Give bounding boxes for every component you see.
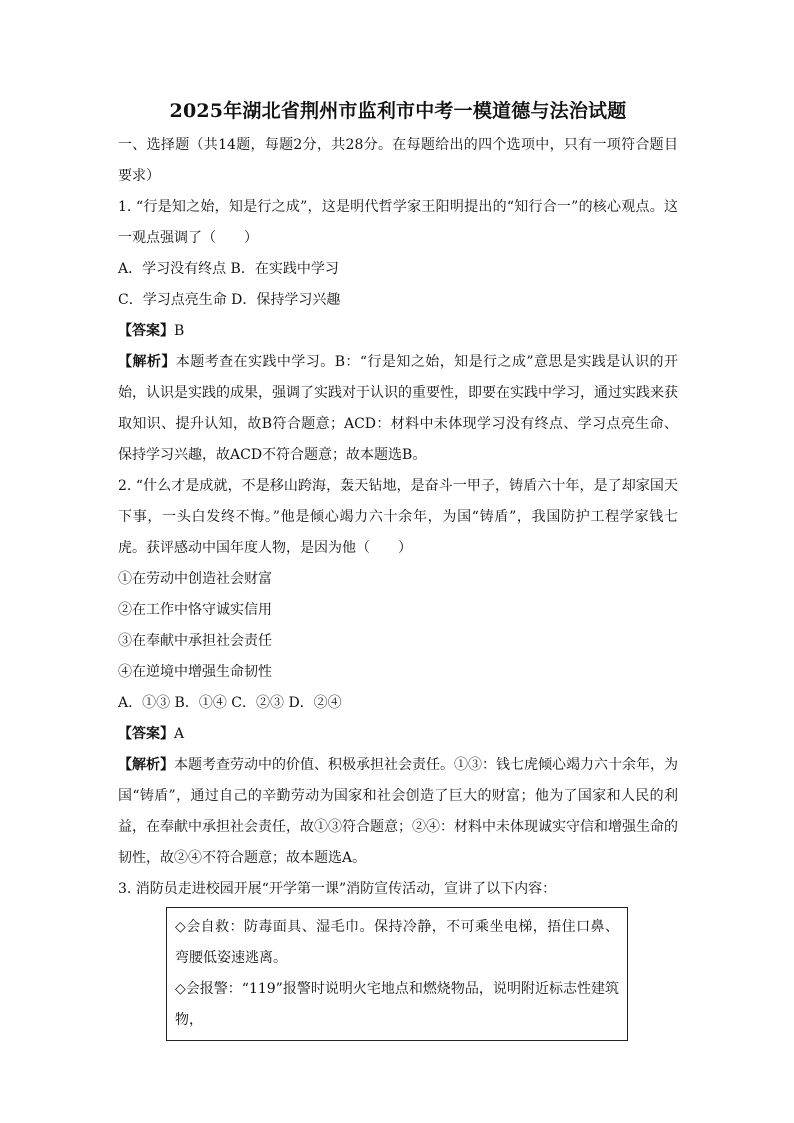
q2-item-1: ①在劳动中创造社会财富 — [118, 571, 272, 587]
q2-item-3: ③在奉献中承担社会责任 — [118, 633, 272, 649]
q3-box-line2: ◇会报警：“119”报警时说明火宅地点和燃烧物品，说明附近标志性建筑物， — [175, 981, 619, 1028]
q1-options-line1: A．学习没有终点 B．在实践中学习 — [118, 261, 339, 277]
q2-analysis — [118, 750, 678, 874]
q2-item-2: ②在工作中恪守诚实信用 — [118, 602, 272, 618]
q1-stem: 1. “行是知之始，知是行之成”，这是明代哲学家王阳明提出的“知行合一”的核心观点。这一观点强调了（ ） — [118, 199, 678, 246]
q1-answer — [118, 316, 678, 347]
document-page — [118, 98, 678, 1041]
section-heading: 一、选择题（共14题，每题2分，共28分。在每题给出的四个选项中，只有一项符合题目要求） — [118, 137, 678, 184]
answer-tag: 【答案】 — [118, 726, 174, 742]
answer-value: A — [174, 726, 185, 742]
analysis-tag: 【解析】 — [118, 757, 174, 773]
analysis-text: 本题考查劳动中的价值、积极承担社会责任。①③：钱七虎倾心竭力六十余年，为国“铸盾”，通过自己的辛勤劳动为国家和社会创造了巨大的财富；他为了国家和人民的利益，在奉献中承担社会责任，故①③符合题意；②④：材料中未体现诚实守信和增强生命的韧性，故②④不符合题意；故本题选A。 — [118, 757, 678, 866]
analysis-text: 本题考查在实践中学习。B：“行是知之始，知是行之成”意思是实践是认识的开始，认识是实践的成果，强调了实践对于认识的重要性，即要在实践中学习，通过实践来获取知识、提升认知，故B符合题意；ACD：材料中未体现学习没有终点、学习点亮生命、保持学习兴趣，故ACD不符合题意；故本题选B。 — [118, 354, 679, 463]
q3-box-line1: ◇会自救：防毒面具、湿毛巾。保持冷静，不可乘坐电梯，捂住口鼻、弯腰低姿速逃离。 — [175, 919, 619, 966]
q2-item-4: ④在逆境中增强生命韧性 — [118, 664, 272, 680]
page-title: 2025年湖北省荆州市监利市中考一模道德与法治试题 — [169, 100, 627, 122]
q3-info-box — [166, 907, 628, 1041]
answer-value: B — [174, 323, 185, 339]
q1-options-line2: C．学习点亮生命 D．保持学习兴趣 — [118, 292, 341, 308]
q3-stem: 3. 消防员走进校园开展“开学第一课”消防宣传活动，宣讲了以下内容： — [118, 881, 557, 897]
q1-analysis — [118, 347, 678, 471]
q2-stem: 2. “什么才是成就，不是移山跨海，轰天钻地，是奋斗一甲子，铸盾六十年，是了却家国天下事，一头白发终不悔。”他是倾心竭力六十余年，为国“铸盾”，我国防护工程学家钱七虎。获评感动中国年度人物，是因为他（ ） — [118, 478, 678, 556]
q2-options: A．①③ B．①④ C．②③ D．②④ — [118, 695, 342, 711]
answer-tag: 【答案】 — [118, 323, 174, 339]
q2-answer — [118, 719, 678, 750]
analysis-tag: 【解析】 — [118, 354, 176, 370]
